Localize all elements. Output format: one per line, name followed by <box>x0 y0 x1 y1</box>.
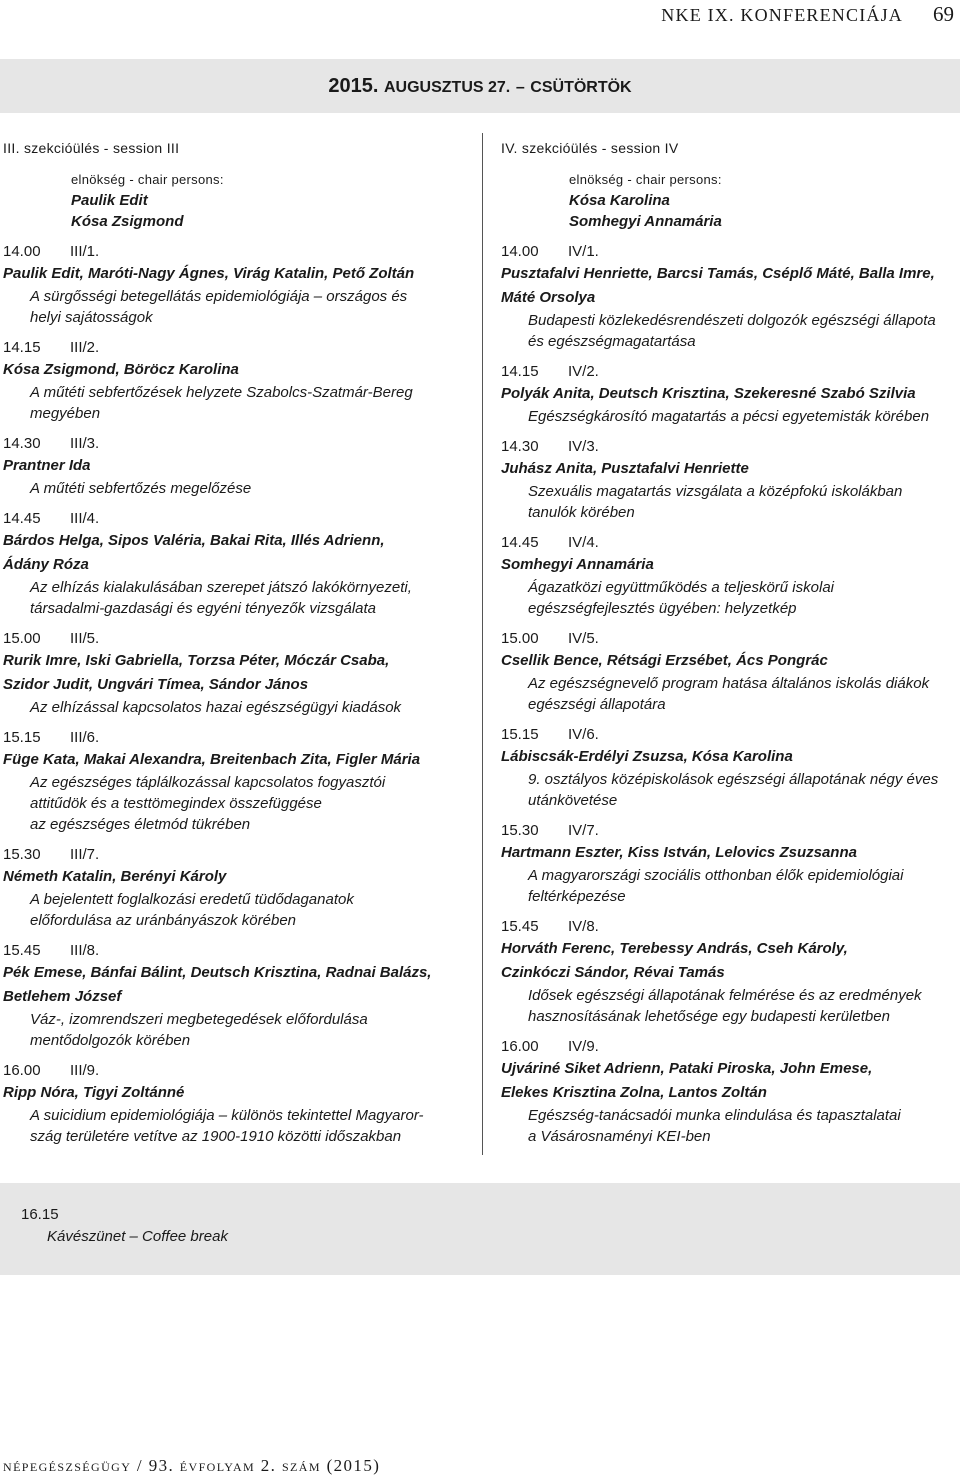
talk-authors: Elekes Krisztina Zolna, Lantos Zoltán <box>501 1084 767 1101</box>
talk-code: IV/3. <box>568 438 599 455</box>
talk-authors: Paulik Edit, Maróti-Nagy Ágnes, Virág Katalin, Pető Zoltán <box>3 265 415 282</box>
talk-title: 9. osztályos középiskolások egészségi állapotának négy éves <box>528 771 939 788</box>
talk-time-row <box>501 532 956 553</box>
talk-authors: Ripp Nóra, Tigyi Zoltánné <box>3 1084 185 1101</box>
talk-title: helyi sajátosságok <box>30 309 153 326</box>
talk-time: 16.00 <box>501 1038 539 1055</box>
talk-authors: Bárdos Helga, Sipos Valéria, Bakai Rita, Illés Adrienn, <box>3 532 385 549</box>
session-left <box>3 138 473 1147</box>
talk-time-row <box>501 436 956 457</box>
talk-title: tanulók körében <box>528 504 635 521</box>
talk-list <box>3 241 473 1147</box>
date-year: 2015. <box>328 74 379 97</box>
talk-code: III/4. <box>70 510 100 527</box>
talk-time-row <box>501 1036 956 1057</box>
talk-time: 14.30 <box>3 435 41 452</box>
talk-code: III/9. <box>70 1062 100 1079</box>
talk-code: IV/5. <box>568 630 599 647</box>
talk-authors: Rurik Imre, Iski Gabriella, Torzsa Péter, Móczár Csaba, <box>3 652 390 669</box>
journal-footer: népegészségügy / 93. évfolyam 2. szám (2015) <box>3 1456 381 1475</box>
talk-time: 16.00 <box>3 1062 41 1079</box>
talk-time-row <box>501 724 956 745</box>
talk-time: 14.30 <box>501 438 539 455</box>
talk-title: A magyarországi szociális otthonban élők epidemiológiai <box>528 867 904 884</box>
session-title: IV. szekcióülés - session IV <box>501 140 679 156</box>
talk-code: III/3. <box>70 435 100 452</box>
chair-name: Somhegyi Annamária <box>569 213 722 230</box>
talk-time: 14.15 <box>501 363 539 380</box>
talk-title: hasznosításának lehetősége egy budapesti kerületben <box>528 1008 890 1025</box>
chair-block <box>71 169 473 232</box>
chair-block <box>569 169 956 232</box>
talk-title: A bejelentett foglalkozási eredetű tüdődaganatok <box>30 891 354 908</box>
talk-time: 15.00 <box>501 630 539 647</box>
talk-entry <box>501 532 956 619</box>
talk-authors: Juhász Anita, Pusztafalvi Henriette <box>501 460 749 477</box>
talk-title: egészségi állapotára <box>528 696 666 713</box>
chair-name: Kósa Karolina <box>569 192 670 209</box>
talk-time-row <box>3 1060 473 1081</box>
talk-entry <box>501 361 956 427</box>
talk-entry <box>3 241 473 328</box>
talk-title: A műtéti sebfertőzés megelőzése <box>30 480 252 497</box>
talk-code: III/6. <box>70 729 100 746</box>
date-dash: – <box>515 78 525 96</box>
talk-title: Szexuális magatartás vizsgálata a középfokú iskolákban <box>528 483 903 500</box>
coffee-break-time: 16.15 <box>21 1206 59 1223</box>
talk-authors: Pusztafalvi Henriette, Barcsi Tamás, Cséplő Máté, Balla Imre, <box>501 265 935 282</box>
talk-time-row <box>3 337 473 358</box>
talk-time: 14.00 <box>3 243 41 260</box>
talk-title: társadalmi-gazdasági és egyéni tényezők vizsgálata <box>30 600 377 617</box>
talk-time: 15.45 <box>501 918 539 935</box>
talk-code: IV/4. <box>568 534 599 551</box>
talk-time: 14.45 <box>3 510 41 527</box>
talk-time: 14.45 <box>501 534 539 551</box>
talk-entry <box>501 241 956 352</box>
talk-time: 15.00 <box>3 630 41 647</box>
talk-time-row <box>501 820 956 841</box>
talk-authors: Horváth Ferenc, Terebessy András, Cseh Károly, <box>501 940 848 957</box>
date-weekday: CSÜTÖRTÖK <box>530 78 632 96</box>
talk-entry <box>501 724 956 811</box>
talk-entry <box>501 628 956 715</box>
talk-authors: Lábiscsák-Erdélyi Zsuzsa, Kósa Karolina <box>501 748 793 765</box>
talk-code: IV/1. <box>568 243 599 260</box>
talk-code: IV/2. <box>568 363 599 380</box>
talk-code: III/1. <box>70 243 100 260</box>
chair-name: Paulik Edit <box>71 192 148 209</box>
talk-title: Egészségkárosító magatartás a pécsi egyetemisták körében <box>528 408 930 425</box>
talk-title: attitűdök és a testtömegindex összefüggése <box>30 795 322 812</box>
talk-title: Az egészségnevelő program hatása általános iskolás diákok <box>528 675 930 692</box>
talk-entry <box>3 433 473 499</box>
talk-entry <box>501 820 956 907</box>
coffee-break-label: Kávészünet – Coffee break <box>47 1228 228 1245</box>
talk-title: Budapesti közlekedésrendészeti dolgozók egészségi állapota <box>528 312 936 329</box>
talk-entry <box>3 1060 473 1147</box>
talk-time-row <box>3 940 473 961</box>
date-month: AUGUSZTUS 27. <box>384 78 511 96</box>
talk-code: IV/7. <box>568 822 599 839</box>
talk-authors: Ádány Róza <box>3 556 89 573</box>
chair-label: elnökség - chair persons: <box>569 172 722 187</box>
talk-time: 15.15 <box>501 726 539 743</box>
talk-entry <box>3 337 473 424</box>
talk-title: A sürgősségi betegellátás epidemiológiája – országos és <box>30 288 408 305</box>
talk-title: A műtéti sebfertőzések helyzete Szabolcs-Szatmár-Bereg <box>30 384 413 401</box>
talk-time-row <box>3 433 473 454</box>
talk-title: Az egészséges táplálkozással kapcsolatos fogyasztói <box>30 774 386 791</box>
talk-title: a Vásárosnaményi KEI-ben <box>528 1128 711 1145</box>
talk-title: egészségfejlesztés ügyében: helyzetkép <box>528 600 797 617</box>
talk-authors: Hartmann Eszter, Kiss István, Lelovics Zsuzsanna <box>501 844 857 861</box>
talk-entry <box>3 940 473 1051</box>
talk-list <box>501 241 956 1147</box>
talk-time-row <box>3 508 473 529</box>
talk-time: 15.15 <box>3 729 41 746</box>
talk-authors: Polyák Anita, Deutsch Krisztina, Szekeresné Szabó Szilvia <box>501 385 916 402</box>
talk-code: III/2. <box>70 339 100 356</box>
talk-title: és egészségmagatartása <box>528 333 696 350</box>
talk-time: 15.45 <box>3 942 41 959</box>
talk-title: Az elhízással kapcsolatos hazai egészségügyi kiadások <box>30 699 402 716</box>
talk-authors: Somhegyi Annamária <box>501 556 654 573</box>
talk-title: megyében <box>30 405 101 422</box>
talk-title: mentődolgozók körében <box>30 1032 191 1049</box>
talk-entry <box>501 916 956 1027</box>
talk-authors: Ujváriné Siket Adrienn, Pataki Piroska, John Emese, <box>501 1060 873 1077</box>
column-divider <box>482 133 483 1155</box>
chair-name: Kósa Zsigmond <box>71 213 184 230</box>
talk-entry <box>501 436 956 523</box>
talk-authors: Prantner Ida <box>3 457 91 474</box>
talk-title: Váz-, izomrendszeri megbetegedések előfordulása <box>30 1011 368 1028</box>
date-banner <box>0 59 960 113</box>
talk-authors: Pék Emese, Bánfai Bálint, Deutsch Krisztina, Radnai Balázs, <box>3 964 432 981</box>
talk-authors: Szidor Judit, Ungvári Tímea, Sándor János <box>3 676 309 693</box>
talk-time: 15.30 <box>3 846 41 863</box>
talk-title: előfordulása az uránbányászok körében <box>30 912 297 929</box>
talk-authors: Czinkóczi Sándor, Révai Tamás <box>501 964 725 981</box>
coffee-break-banner <box>0 1183 960 1275</box>
talk-code: IV/8. <box>568 918 599 935</box>
talk-time-row <box>501 361 956 382</box>
talk-title: Egészség-tanácsadói munka elindulása és tapasztalatai <box>528 1107 901 1124</box>
page-number: 69 <box>933 2 954 26</box>
talk-time-row <box>3 628 473 649</box>
talk-title: szág területére vetítve az 1900-1910 közötti időszakban <box>30 1128 402 1145</box>
talk-entry <box>3 727 473 835</box>
talk-entry <box>3 508 473 619</box>
talk-time: 14.00 <box>501 243 539 260</box>
talk-time-row <box>501 628 956 649</box>
talk-title: utánkövetése <box>528 792 618 809</box>
conference-title: NKE IX. KONFERENCIÁJA <box>661 5 903 25</box>
talk-title: Az elhízás kialakulásában szerepet játszó lakókörnyezeti, <box>30 579 412 596</box>
talk-authors: Csellik Bence, Rétsági Erzsébet, Ács Pongrác <box>501 652 828 669</box>
talk-title: feltérképezése <box>528 888 626 905</box>
running-header <box>661 2 954 26</box>
talk-code: IV/6. <box>568 726 599 743</box>
talk-authors: Füge Kata, Makai Alexandra, Breitenbach Zita, Figler Mária <box>3 751 421 768</box>
date-heading <box>328 75 631 98</box>
talk-entry <box>501 1036 956 1147</box>
talk-authors: Kósa Zsigmond, Böröcz Karolina <box>3 361 239 378</box>
talk-code: III/8. <box>70 942 100 959</box>
talk-code: IV/9. <box>568 1038 599 1055</box>
talk-entry <box>3 628 473 718</box>
talk-time-row <box>3 241 473 262</box>
talk-title: az egészséges életmód tükrében <box>30 816 251 833</box>
talk-code: III/5. <box>70 630 100 647</box>
session-right <box>501 138 956 1147</box>
talk-time: 14.15 <box>3 339 41 356</box>
talk-title: Ágazatközi együttműködés a teljeskörű iskolai <box>528 579 834 596</box>
talk-time-row <box>501 241 956 262</box>
session-title: III. szekcióülés - session III <box>3 140 180 156</box>
talk-title: A suicidium epidemiológiája – különös tekintettel Magyaror- <box>30 1107 424 1124</box>
talk-entry <box>3 844 473 931</box>
talk-code: III/7. <box>70 846 100 863</box>
talk-time: 15.30 <box>501 822 539 839</box>
talk-title: Idősek egészségi állapotának felmérése és az eredmények <box>528 987 922 1004</box>
talk-time-row <box>3 727 473 748</box>
chair-label: elnökség - chair persons: <box>71 172 224 187</box>
talk-authors: Máté Orsolya <box>501 289 596 306</box>
talk-time-row <box>3 844 473 865</box>
talk-authors: Németh Katalin, Berényi Károly <box>3 868 227 885</box>
talk-authors: Betlehem József <box>3 988 122 1005</box>
talk-time-row <box>501 916 956 937</box>
